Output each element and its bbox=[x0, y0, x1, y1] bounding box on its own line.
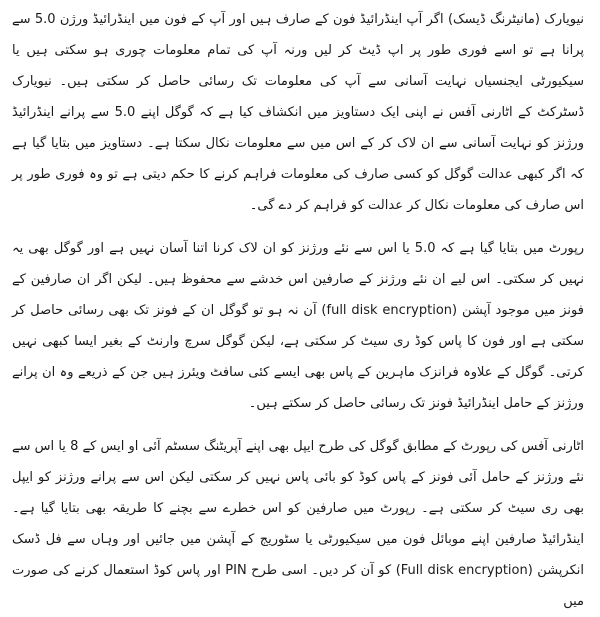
paragraph-text: اٹارنی آفس کی رپورٹ کے مطابق گوگل کی طرح ایپل بھی اپنے آپریٹنگ سسٹم آئی او ایس کے 8 یا اس سے نئے ورژنز کے حامل آئی فونز کے پاس کوڈ کو بائی پاس نہیں کر سکتی لیکن اس سے پرانے ورژنز کو ایپل بھی ری سیٹ کر سکتی ہے۔ رپورٹ میں صارفین کو اس خطرے سے بچنے کا طریقہ بھی بتایا گیا ہے۔ اینڈرائیڈ صارفین اپنے موبائل فون میں سیکیورٹی یا سٹوریج کے آپشن میں جائیں اور وہاں سے فل ڈسک انکرپشن (Full disk encryption) کو آن کر دیں۔ اسی طرح PIN اور پاس کوڈ استعمال کرنے کی صورت میں bbox=[12, 439, 585, 609]
article-paragraph-1 bbox=[12, 4, 584, 221]
paragraph-text: نیویارک (مانیٹرنگ ڈیسک) اگر آپ اینڈرائیڈ فون کے صارف ہیں اور آپ کے فون میں اینڈرائیڈ ورژن 5.0 سے پرانا ہے تو اسے فوری طور پر اپ ڈیٹ کر لیں ورنہ آپ کی تمام معلومات چوری ہو سکتی ہیں یا سیکیورٹی ایجنسیاں نہایت آسانی سے آپ کی معلومات تک رسائی حاصل کر سکتی ہیں۔ نیویارک ڈسٹرکٹ کے اٹارنی آفس نے اپنی ایک دستاویز میں انکشاف کیا ہے کہ گوگل اپنے 5.0 سے پرانے اینڈرائیڈ ورژنز کو نہایت آسانی سے ان لاک کر کے اس میں سے معلومات نکال سکتا ہے۔ دستاویز میں بتایا گیا ہے کہ اگر کبھی عدالت گوگل کو کسی صارف کی معلومات فراہم کرنے کا حکم دیتی ہے تو وہ فوری طور پر اس صارف کی معلومات نکال کر عدالت کو فراہم کر دے گی۔ bbox=[12, 12, 584, 213]
article-paragraph-2 bbox=[12, 233, 584, 419]
article-paragraph-3 bbox=[12, 431, 584, 617]
paragraph-text: رپورٹ میں بتایا گیا ہے کہ 5.0 یا اس سے نئے ورژنز کو ان لاک کرنا اتنا آسان نہیں ہے اور گوگل بھی یہ نہیں کر سکتی۔ اس لیے ان نئے ورژنز کے صارفین اس خدشے سے محفوظ ہیں۔ لیکن اگر ان صارفین کے فونز میں موجود آپشن (full disk encryption) آن نہ ہو تو گوگل ان کے فونز تک بھی رسائی حاصل کر سکتی ہے اور فون کا پاس کوڈ ری سیٹ کر سکتی ہے، لیکن گوگل سرچ وارنٹ کے بغیر ایسا کبھی نہیں کرتی۔ گوگل کے علاوہ فرانزک ماہرین کے پاس بھی ایسے کئی سافٹ ویئرز ہیں جن کے ذریعے وہ ان پرانے ورژنز کے حامل اینڈرائیڈ فونز تک رسائی حاصل کر سکتے ہیں۔ bbox=[12, 241, 585, 411]
